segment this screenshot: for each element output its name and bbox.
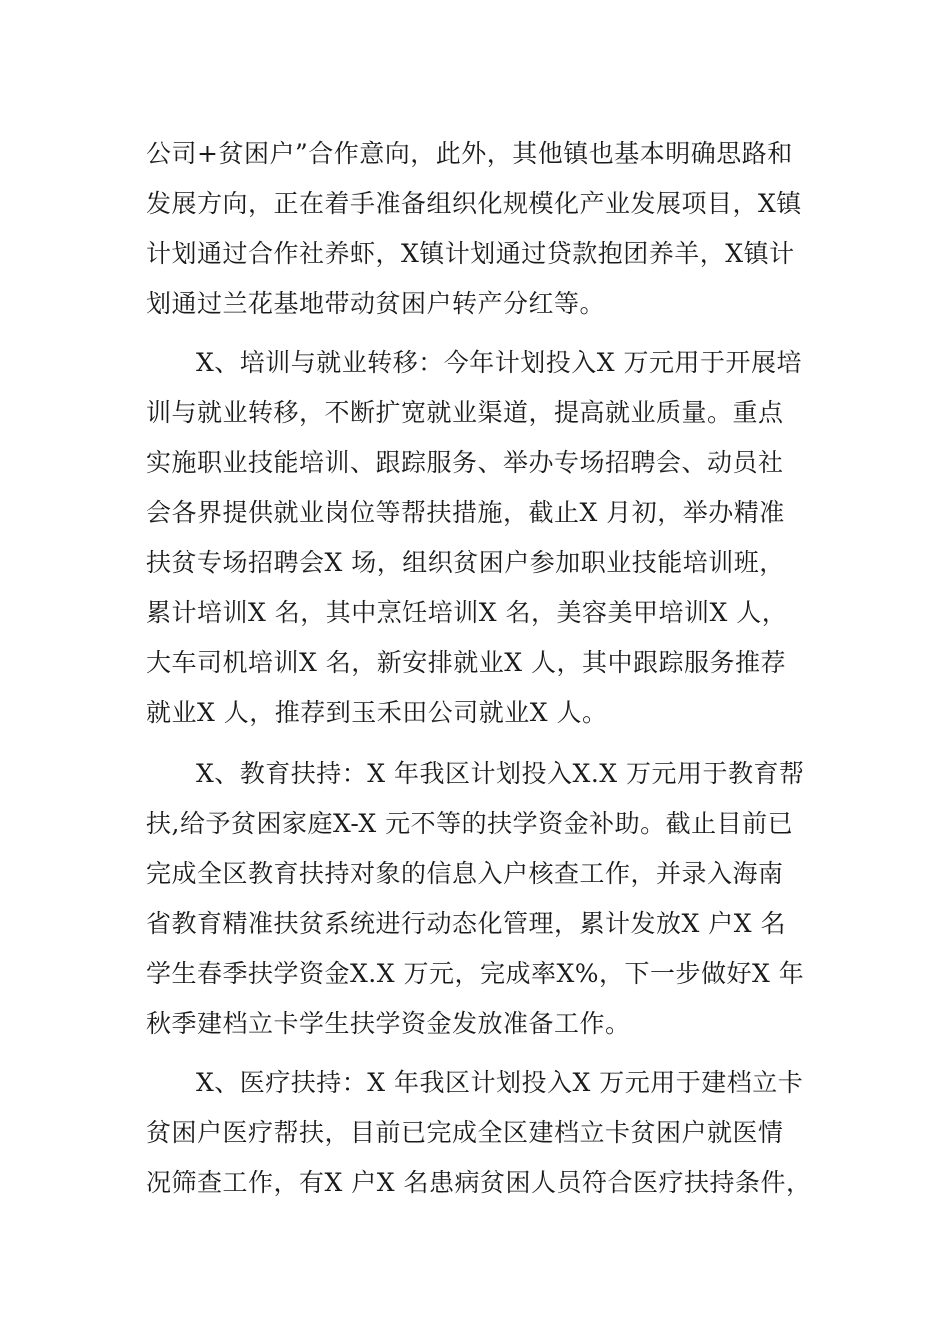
text-line: 省教育精准扶贫系统进行动态化管理，累计发放X 户X 名 — [146, 909, 786, 938]
text-line: 计划通过合作社养虾，X镇计划通过贷款抱团养羊，X镇计 — [146, 239, 795, 268]
text-line: 累计培训X 名，其中烹饪培训X 名，美容美甲培训X 人， — [146, 598, 788, 627]
text-line: X、医疗扶持：X 年我区计划投入X 万元用于建档立卡 — [196, 1068, 804, 1097]
text-line: 大车司机培训X 名，新安排就业X 人，其中跟踪服务推荐 — [146, 648, 786, 677]
text-line: 就业X 人，推荐到玉禾田公司就业X 人。 — [146, 698, 608, 727]
text-line: 公司+贫困户”合作意向，此外，其他镇也基本明确思路和 — [146, 139, 793, 168]
text-line: 训与就业转移，不断扩宽就业渠道，提高就业质量。重点 — [146, 398, 784, 427]
text-line: 完成全区教育扶持对象的信息入户核查工作，并录入海南 — [146, 859, 784, 888]
text-line: 扶贫专场招聘会X 场，组织贫困户参加职业技能培训班， — [146, 548, 785, 577]
text-line: 况筛查工作，有X 户X 名患病贫困人员符合医疗扶持条件， — [146, 1168, 812, 1197]
text-line: 实施职业技能培训、跟踪服务、举办专场招聘会、动员社 — [146, 448, 784, 477]
text-line: 扶,给予贫困家庭X-X 元不等的扶学资金补助。截止目前已 — [146, 809, 794, 838]
text-line: 划通过兰花基地带动贫困户转产分红等。 — [146, 289, 606, 318]
text-line: X、教育扶持：X 年我区计划投入X.X 万元用于教育帮 — [196, 759, 805, 788]
text-line: 贫困户医疗帮扶，目前已完成全区建档立卡贫困户就医情 — [146, 1118, 784, 1147]
text-line: 发展方向，正在着手准备组织化规模化产业发展项目，X镇 — [146, 189, 802, 218]
text-line: 学生春季扶学资金X.X 万元，完成率X%，下一步做好X 年 — [146, 959, 805, 988]
text-line: 秋季建档立卡学生扶学资金发放准备工作。 — [146, 1009, 631, 1038]
text-line: X、培训与就业转移：今年计划投入X 万元用于开展培 — [196, 348, 803, 377]
text-line: 会各界提供就业岗位等帮扶措施，截止X 月初，举办精准 — [146, 498, 785, 527]
